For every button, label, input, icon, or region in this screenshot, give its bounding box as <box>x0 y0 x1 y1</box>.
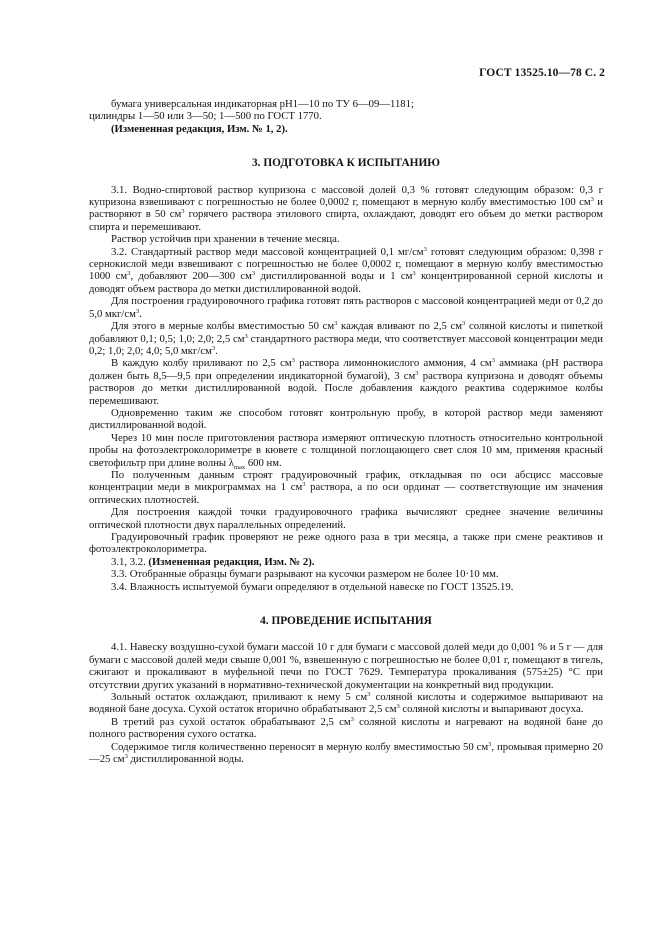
intro-lines: бумага универсальная индикаторная рН1—10 по ТУ 6—09—1181; цилиндры 1—50 или 3—50; 1—500 по ГОСТ 1770. <box>89 98 414 123</box>
para-3-4: 3.4. Влажность испытуемой бумаги определяют в отдельной навеске по ГОСТ 13525.19. <box>111 580 514 593</box>
section-4-title: 4. ПРОВЕДЕНИЕ ИСПЫТАНИЯ <box>260 615 432 628</box>
para-transfer: Содержимое тигля количественно переносят в мерную колбу вместимостью 50 $см^3$, промывая примерно 20—25 $см^3$ дистиллированной воды. <box>89 740 603 766</box>
para-graph: По полученным данным строят градуировочный график, откладывая по оси абсцисс массовые концентрации меди в микрограммах на 1 $см^3$ раствора, а по оси ординат — соответствующие им значения оптических плотностей. <box>89 468 604 506</box>
para-3-2: 3.2. Стандартный раствор меди массовой концентрацией 0,1 $мг/см^3$ готовят следующим образом: 0,398 г сернокислой меди взвешивают с погрешностью не более 0,0002 г, помещают в мерную колбу вместимостью 1000 $см^3$, добавляют 200—300 $см^3$ дистиллированной воды и 1 $см^3$ концентрированной серной кислоты и доводят объем раствора до метки дистиллированной водой. <box>89 245 603 295</box>
para-graph-points: Для построения каждой точки градуировочного графика вычисляют среднее значение величины оптической плотности двух параллельных определений. <box>89 506 603 531</box>
section-3-title: 3. ПОДГОТОВКА К ИСПЫТАНИЮ <box>252 157 440 170</box>
para-graph-check: Градуировочный график проверяют не реже одного раза в три месяца, а также при смене реактивов и фотоэлектроколориметра. <box>89 531 603 556</box>
document-body <box>89 98 603 766</box>
para-4-1: 4.1. Навеску воздушно-сухой бумаги массой 10 г для бумаги с массовой долей меди до 0,001 % и 5 г — для бумаги с массовой долей меди свыше 0,001 %, взвешенную с погрешностью не более 0,01 г, помещают в тигель, сжигают и прокаливают в муфельной печи по ГОСТ 7629. Температура прокаливания (575±25) °С при отсутствии других указаний в нормативно-технической документации на конкретный вид продукции. <box>89 641 603 691</box>
para-3-3: 3.3. Отобранные образцы бумаги разрывают на кусочки размером не более 10·10 мм. <box>111 568 499 581</box>
para-third-treatment: В третий раз сухой остаток обрабатывают 2,5 $см^3$ соляной кислоты и нагревают на водяной бане до полного растворения сухого остатка. <box>89 715 603 741</box>
para-flasks: Для этого в мерные колбы вместимостью 50 $см^3$ каждая вливают по 2,5 $см^3$ соляной кислоты и пипеткой добавляют 0,1; 0,5; 1,0; 2,0; 2,5 $см^3$ стандартного раствора меди, что соответствует массовой концентрации меди 0,2; 1,0; 2,0; 4,0; 5,0 мкг/$см^3$. <box>89 320 604 357</box>
para-stability: Раствор устойчив при хранении в течение месяца. <box>111 233 340 246</box>
page-header: ГОСТ 13525.10—78 С. 2 <box>479 67 605 79</box>
para-reagents: В каждую колбу приливают по 2,5 $см^3$ раствора лимоннокислого аммония, 4 $см^3$ аммиака (рН раствора должен быть 8,5—9,5 при определении индикаторной бумагой), 3 $см^3$ раствора купризона и доводят объемы растворов до метки дистиллированной водой. После добавления каждого реактива содержимое колбы перемешивают. <box>89 357 603 407</box>
para-ash-residue: Зольный остаток охлаждают, приливают к нему 5 $см^3$ соляной кислоты и содержимое выпаривают на водяной бане досуха. Сухой остаток вторично обрабатывают 2,5 $см^3$ соляной кислоты и выпаривают досуха. <box>89 691 603 716</box>
para-calibration-solutions: Для построения градуировочного графика готовят пять растворов с массовой концентрацией меди от 0,2 до 5,0 мкг/$см^3$. <box>89 295 603 320</box>
para-edit-note-2: 3.1, 3.2. (Измененная редакция, Изм. № 2). <box>111 555 315 568</box>
intro-edit-note: (Измененная редакция, Изм. № 1, 2). <box>111 122 288 135</box>
para-3-1: 3.1. Водно-спиртовой раствор купризона с массовой долей 0,3 % готовят следующим образом: 0,3 г купризона взвешивают с погрешностью не более 0,0002 г, помещают в мерную колбу вместимостью 100 $см^3$ и растворяют в 50 $см^3$ горячего раствора этилового спирта, охлаждают, доводят его объем до метки раствором спирта и перемешивают. <box>89 183 603 233</box>
para-control-sample: Одновременно таким же способом готовят контрольную пробу, в которой раствор меди заменяют дистиллированной водой. <box>89 406 603 432</box>
para-optical-density: Через 10 мин после приготовления раствора измеряют оптическую плотность относительно контрольной пробы на фотоэлектроколориметре в кювете с толщиной поглощающего свет слоя 10 мм, применяя красный светофильтр при длине волны $\lambda_{max}$ 600 нм. <box>89 431 603 471</box>
